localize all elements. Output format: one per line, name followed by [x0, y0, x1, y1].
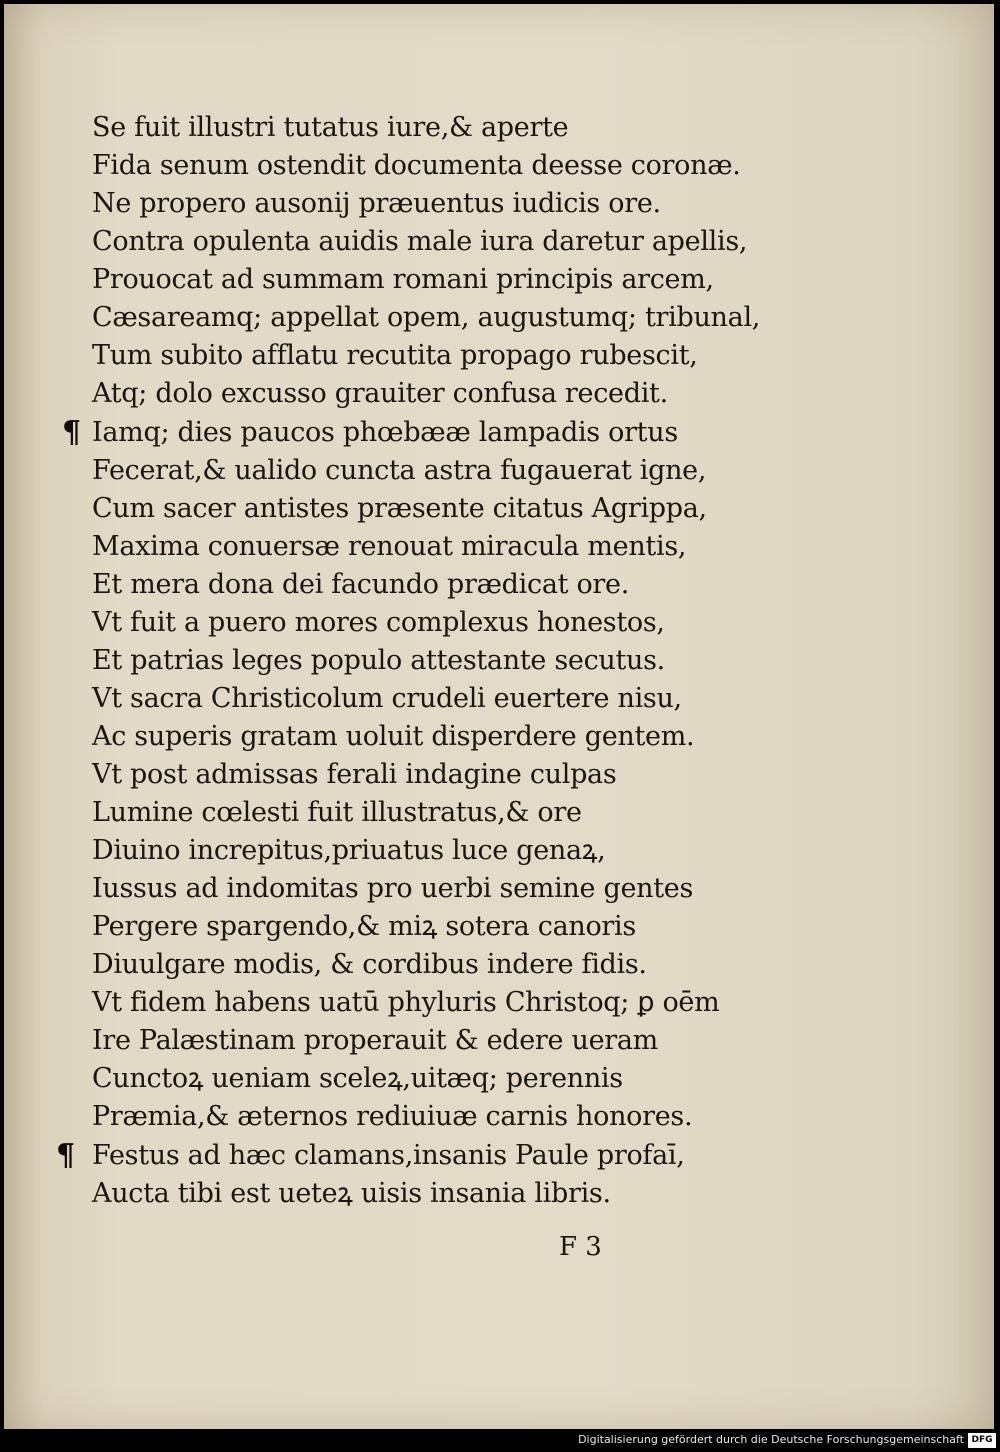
paragraph-mark-icon: ¶	[62, 415, 82, 450]
verse-line: Se fuit illustri tutatus iure,& aperte	[92, 112, 569, 143]
verse-block	[4, 4, 994, 1429]
verse-line: Festus ad hæc clamans,insanis Paule profaī,	[92, 1140, 685, 1171]
footer-credit: Digitalisierung gefördert durch die Deutsche Forschungsgemeinschaft	[578, 1433, 964, 1446]
verse-line: Diuino increpitus,priuatus luce genaꝝ,	[92, 835, 606, 866]
verse-line: Lumine cœlesti fuit illustratus,& ore	[92, 797, 582, 828]
verse-line: Atq; dolo excusso grauiter confusa recedit.	[92, 378, 668, 409]
verse-line: Et mera dona dei facundo prædicat ore.	[92, 569, 629, 600]
verse-line: Ne propero ausonij præuentus iudicis ore.	[92, 188, 661, 219]
verse-line: Prouocat ad summam romani principis arcem,	[92, 264, 714, 295]
footer-bar	[0, 1430, 1000, 1452]
verse-line: Cæsareamq; appellat opem, augustumq; tribunal,	[92, 302, 761, 333]
dfg-logo-icon: DFG	[968, 1433, 996, 1448]
verse-line: Contra opulenta auidis male iura daretur apellis,	[92, 226, 748, 257]
verse-line: Fecerat,& ualido cuncta astra fugauerat igne,	[92, 455, 707, 486]
book-page	[4, 4, 994, 1429]
verse-line: Iussus ad indomitas pro uerbi semine gentes	[92, 873, 694, 904]
verse-line: Vt fuit a puero mores complexus honestos,	[92, 607, 665, 638]
verse-line: Iamq; dies paucos phœbææ lampadis ortus	[92, 417, 678, 448]
signature-mark: F 3	[559, 1232, 602, 1262]
verse-line: Cunctoꝝ ueniam sceleꝝ,uitæq; perennis	[92, 1063, 623, 1094]
verse-line: Et patrias leges populo attestante secutus.	[92, 645, 665, 676]
verse-line: Cum sacer antistes præsente citatus Agrippa,	[92, 493, 707, 524]
verse-line: Aucta tibi est ueteꝝ uisis insania libris.	[92, 1178, 611, 1209]
verse-line: Fida senum ostendit documenta deesse coronæ.	[92, 150, 741, 181]
paragraph-mark-icon: ¶	[56, 1138, 76, 1173]
verse-line: Diuulgare modis, & cordibus indere fidis.	[92, 949, 647, 980]
verse-line: Ac superis gratam uoluit disperdere gentem.	[92, 721, 695, 752]
verse-line: Præmia,& æternos rediuiuæ carnis honores.	[92, 1101, 693, 1132]
verse-line: Pergere spargendo,& miꝝ sotera canoris	[92, 911, 636, 942]
verse-line: Maxima conuersæ renouat miracula mentis,	[92, 531, 687, 562]
verse-line: Vt sacra Christicolum crudeli euertere nisu,	[92, 683, 682, 714]
verse-line: Vt fidem habens uatū phyluris Christoq; ꝑ oēm	[92, 987, 720, 1018]
verse-line: Ire Palæstinam properauit & edere ueram	[92, 1025, 658, 1056]
verse-line: Tum subito afflatu recutita propago rubescit,	[92, 340, 698, 371]
verse-line: Vt post admissas ferali indagine culpas	[92, 759, 617, 790]
